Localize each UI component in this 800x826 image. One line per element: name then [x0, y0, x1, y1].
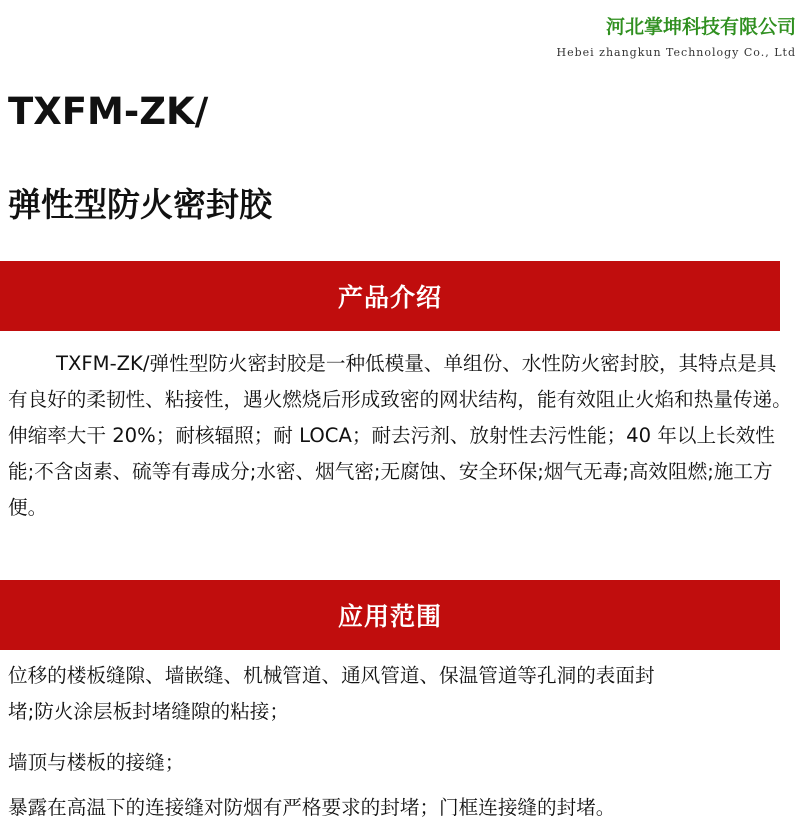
product-model-title: TXFM-ZK/ — [8, 90, 209, 133]
intro-line: 有效阻止火焰和热量传递。伸缩率大干 20%；耐核辐照；耐 LOCA；耐去污 — [8, 388, 792, 447]
application-line: 墙顶与楼板的接缝； — [8, 751, 185, 774]
intro-line: 烟气密;无腐蚀、安全环保;烟气无毒;高效阻燃;施工方便。 — [8, 460, 773, 519]
intro-line: 其特点是具有良好的柔韧性、粘接性，遇火燃烧后形成致密的网状结构，能 — [8, 352, 777, 411]
product-name-title: 弹性型防火密封胶 — [8, 185, 272, 224]
application-line: 位移的楼板缝隙、墙嵌缝、机械管道、通风管道、保温管道等孔洞的表面封 — [8, 664, 655, 687]
intro-paragraph — [8, 346, 794, 526]
application-section-heading: 应用范围 — [337, 602, 442, 631]
application-section-banner — [0, 580, 780, 650]
application-line: 堵;防火涂层板封堵缝隙的粘接； — [8, 700, 289, 723]
company-name-english: Hebei zhangkun Technology Co., Ltd — [556, 46, 796, 59]
intro-section-heading: 产品介绍 — [337, 283, 442, 312]
company-header — [556, 14, 796, 60]
intro-section-banner — [0, 261, 780, 331]
intro-line: 剂、放射性去污性能；40 年以上长效性能;不含卤素、硫等有毒成分;水密、 — [8, 424, 775, 483]
company-name-chinese: 河北掌坤科技有限公司 — [605, 16, 796, 38]
intro-line: TXFM-ZK/弹性型防火密封胶是一种低模量、单组份、水性防火密封胶， — [56, 352, 679, 375]
application-line: 暴露在高温下的连接缝对防烟有严格要求的封堵；门框连接缝的封堵。 — [8, 796, 616, 819]
